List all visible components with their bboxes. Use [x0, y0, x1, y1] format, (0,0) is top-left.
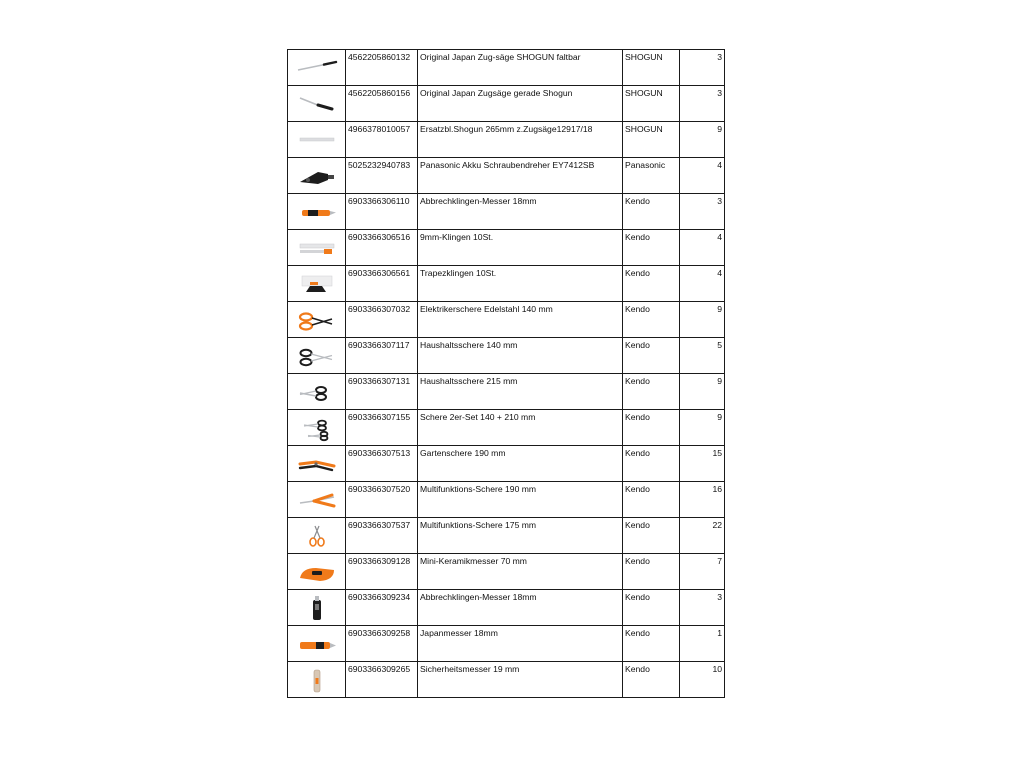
cell-text: Kendo: [625, 376, 650, 386]
product-image-cell: [288, 50, 346, 86]
brand-cell: [623, 518, 680, 554]
description-cell: [418, 50, 623, 86]
product-image-cell: [288, 518, 346, 554]
product-image-cell: [288, 194, 346, 230]
brand-cell: [623, 590, 680, 626]
ean-cell: [346, 662, 418, 698]
cell-text: Panasonic Akku Schraubendreher EY7412SB: [420, 160, 595, 170]
cell-text: Gartenschere 190 mm: [420, 448, 506, 458]
cell-text: Kendo: [625, 412, 650, 422]
cell-text: 16: [712, 484, 722, 494]
cell-text: 4966378010057: [348, 124, 411, 134]
description-cell: [418, 338, 623, 374]
description-cell: [418, 194, 623, 230]
cell-text: 4: [717, 268, 722, 278]
quantity-cell: [680, 374, 725, 410]
brand-cell: [623, 230, 680, 266]
snap-off-knife-icon: [294, 198, 340, 226]
ean-cell: [346, 518, 418, 554]
brand-cell: [623, 338, 680, 374]
snap-off-knife-vertical-icon: [294, 594, 340, 622]
table-row: [288, 194, 725, 230]
cell-text: Kendo: [625, 340, 650, 350]
quantity-cell: [680, 662, 725, 698]
cell-text: 6903366307155: [348, 412, 411, 422]
multi-scissors-icon: [294, 522, 340, 550]
household-scissors-large-icon: [294, 378, 340, 406]
multi-shears-icon: [294, 486, 340, 514]
quantity-cell: [680, 554, 725, 590]
description-cell: [418, 158, 623, 194]
cell-text: Kendo: [625, 484, 650, 494]
table-row: [288, 86, 725, 122]
quantity-cell: [680, 230, 725, 266]
quantity-cell: [680, 626, 725, 662]
ean-cell: [346, 122, 418, 158]
quantity-cell: [680, 446, 725, 482]
scissors-set-icon: [294, 414, 340, 442]
cell-text: 15: [712, 448, 722, 458]
description-cell: [418, 86, 623, 122]
product-image-cell: [288, 626, 346, 662]
cell-text: Multifunktions-Schere 175 mm: [420, 520, 537, 530]
ean-cell: [346, 482, 418, 518]
ean-cell: [346, 50, 418, 86]
brand-cell: [623, 194, 680, 230]
cell-text: Elektrikerschere Edelstahl 140 mm: [420, 304, 553, 314]
cell-text: 7: [717, 556, 722, 566]
description-cell: [418, 590, 623, 626]
cell-text: Kendo: [625, 592, 650, 602]
cell-text: Kendo: [625, 556, 650, 566]
cell-text: Abbrechklingen-Messer 18mm: [420, 196, 537, 206]
cell-text: SHOGUN: [625, 52, 663, 62]
cell-text: Abbrechklingen-Messer 18mm: [420, 592, 537, 602]
cell-text: 4: [717, 160, 722, 170]
product-image-cell: [288, 662, 346, 698]
cell-text: Trapezklingen 10St.: [420, 268, 497, 278]
cell-text: SHOGUN: [625, 88, 663, 98]
cell-text: Ersatzbl.Shogun 265mm z.Zugsäge12917/18: [420, 124, 593, 134]
table-row: [288, 446, 725, 482]
quantity-cell: [680, 518, 725, 554]
description-cell: [418, 446, 623, 482]
brand-cell: [623, 410, 680, 446]
ean-cell: [346, 554, 418, 590]
cell-text: Kendo: [625, 268, 650, 278]
table-row: [288, 302, 725, 338]
ean-cell: [346, 230, 418, 266]
product-image-cell: [288, 410, 346, 446]
table-row: [288, 482, 725, 518]
brand-cell: [623, 662, 680, 698]
cell-text: Original Japan Zugsäge gerade Shogun: [420, 88, 573, 98]
brand-cell: [623, 554, 680, 590]
cell-text: Kendo: [625, 232, 650, 242]
brand-cell: [623, 626, 680, 662]
utility-knife-icon: [294, 630, 340, 658]
table-row: [288, 50, 725, 86]
table-row: [288, 266, 725, 302]
quantity-cell: [680, 158, 725, 194]
product-image-cell: [288, 122, 346, 158]
quantity-cell: [680, 338, 725, 374]
cordless-screwdriver-icon: [294, 162, 340, 190]
cell-text: 9: [717, 376, 722, 386]
pull-saw-icon: [294, 90, 340, 118]
inventory-body: [288, 50, 725, 698]
cell-text: 6903366307117: [348, 340, 410, 350]
table-row: [288, 230, 725, 266]
cell-text: 4562205860156: [348, 88, 411, 98]
cell-text: 6903366309234: [348, 592, 411, 602]
cell-text: 1: [717, 628, 722, 638]
quantity-cell: [680, 194, 725, 230]
cell-text: Schere 2er-Set 140 + 210 mm: [420, 412, 536, 422]
description-cell: [418, 302, 623, 338]
cell-text: Kendo: [625, 448, 650, 458]
cell-text: 6903366309258: [348, 628, 411, 638]
brand-cell: [623, 50, 680, 86]
brand-cell: [623, 482, 680, 518]
ceramic-knife-icon: [294, 558, 340, 586]
cell-text: SHOGUN: [625, 124, 663, 134]
household-scissors-icon: [294, 342, 340, 370]
cell-text: Multifunktions-Schere 190 mm: [420, 484, 537, 494]
inventory-table: [287, 49, 725, 698]
description-cell: [418, 482, 623, 518]
cell-text: 6903366307513: [348, 448, 411, 458]
cell-text: 3: [717, 52, 722, 62]
quantity-cell: [680, 122, 725, 158]
cell-text: 9mm-Klingen 10St.: [420, 232, 494, 242]
cell-text: 10: [712, 664, 722, 674]
cell-text: 6903366306110: [348, 196, 410, 206]
trapezoid-blades-icon: [294, 270, 340, 298]
brand-cell: [623, 302, 680, 338]
cell-text: 3: [717, 592, 722, 602]
description-cell: [418, 662, 623, 698]
brand-cell: [623, 266, 680, 302]
saw-blade-icon: [294, 126, 340, 154]
product-image-cell: [288, 302, 346, 338]
quantity-cell: [680, 302, 725, 338]
brand-cell: [623, 374, 680, 410]
quantity-cell: [680, 410, 725, 446]
cell-text: 3: [717, 196, 722, 206]
cell-text: 22: [712, 520, 722, 530]
cell-text: 5025232940783: [348, 160, 411, 170]
ean-cell: [346, 446, 418, 482]
cell-text: 6903366307537: [348, 520, 411, 530]
blades-pack-icon: [294, 234, 340, 262]
quantity-cell: [680, 50, 725, 86]
electrician-scissors-icon: [294, 306, 340, 334]
cell-text: Mini-Keramikmesser 70 mm: [420, 556, 527, 566]
cell-text: 6903366309265: [348, 664, 411, 674]
table-row: [288, 518, 725, 554]
ean-cell: [346, 158, 418, 194]
description-cell: [418, 266, 623, 302]
quantity-cell: [680, 86, 725, 122]
cell-text: 6903366309128: [348, 556, 411, 566]
cell-text: Panasonic: [625, 160, 666, 170]
cell-text: 9: [717, 412, 722, 422]
table-row: [288, 410, 725, 446]
cell-text: Kendo: [625, 304, 650, 314]
product-image-cell: [288, 158, 346, 194]
product-image-cell: [288, 86, 346, 122]
table-row: [288, 374, 725, 410]
product-image-cell: [288, 374, 346, 410]
cell-text: 3: [717, 88, 722, 98]
quantity-cell: [680, 590, 725, 626]
cell-text: Haushaltsschere 215 mm: [420, 376, 518, 386]
product-image-cell: [288, 482, 346, 518]
ean-cell: [346, 86, 418, 122]
brand-cell: [623, 158, 680, 194]
cell-text: 5: [717, 340, 722, 350]
brand-cell: [623, 446, 680, 482]
folding-saw-icon: [294, 54, 340, 82]
description-cell: [418, 374, 623, 410]
cell-text: Haushaltsschere 140 mm: [420, 340, 518, 350]
description-cell: [418, 518, 623, 554]
product-image-cell: [288, 230, 346, 266]
cell-text: 6903366307520: [348, 484, 411, 494]
table-row: [288, 662, 725, 698]
description-cell: [418, 554, 623, 590]
cell-text: 9: [717, 304, 722, 314]
ean-cell: [346, 626, 418, 662]
cell-text: 6903366307032: [348, 304, 411, 314]
safety-knife-icon: [294, 666, 340, 694]
description-cell: [418, 410, 623, 446]
table-row: [288, 626, 725, 662]
product-image-cell: [288, 266, 346, 302]
ean-cell: [346, 410, 418, 446]
ean-cell: [346, 338, 418, 374]
ean-cell: [346, 194, 418, 230]
garden-shears-icon: [294, 450, 340, 478]
brand-cell: [623, 122, 680, 158]
cell-text: 9: [717, 124, 722, 134]
description-cell: [418, 122, 623, 158]
cell-text: Sicherheitsmesser 19 mm: [420, 664, 520, 674]
table-row: [288, 590, 725, 626]
cell-text: Kendo: [625, 520, 650, 530]
cell-text: 6903366306561: [348, 268, 411, 278]
table-row: [288, 158, 725, 194]
table-row: [288, 338, 725, 374]
table-row: [288, 122, 725, 158]
cell-text: Kendo: [625, 196, 650, 206]
product-image-cell: [288, 338, 346, 374]
ean-cell: [346, 266, 418, 302]
cell-text: 6903366307131: [348, 376, 411, 386]
cell-text: 6903366306516: [348, 232, 411, 242]
quantity-cell: [680, 266, 725, 302]
cell-text: Japanmesser 18mm: [420, 628, 498, 638]
ean-cell: [346, 302, 418, 338]
ean-cell: [346, 590, 418, 626]
description-cell: [418, 626, 623, 662]
cell-text: 4562205860132: [348, 52, 411, 62]
table-row: [288, 554, 725, 590]
cell-text: Original Japan Zug-säge SHOGUN faltbar: [420, 52, 581, 62]
product-image-cell: [288, 590, 346, 626]
description-cell: [418, 230, 623, 266]
cell-text: 4: [717, 232, 722, 242]
brand-cell: [623, 86, 680, 122]
product-image-cell: [288, 554, 346, 590]
cell-text: Kendo: [625, 664, 650, 674]
ean-cell: [346, 374, 418, 410]
cell-text: Kendo: [625, 628, 650, 638]
product-image-cell: [288, 446, 346, 482]
quantity-cell: [680, 482, 725, 518]
